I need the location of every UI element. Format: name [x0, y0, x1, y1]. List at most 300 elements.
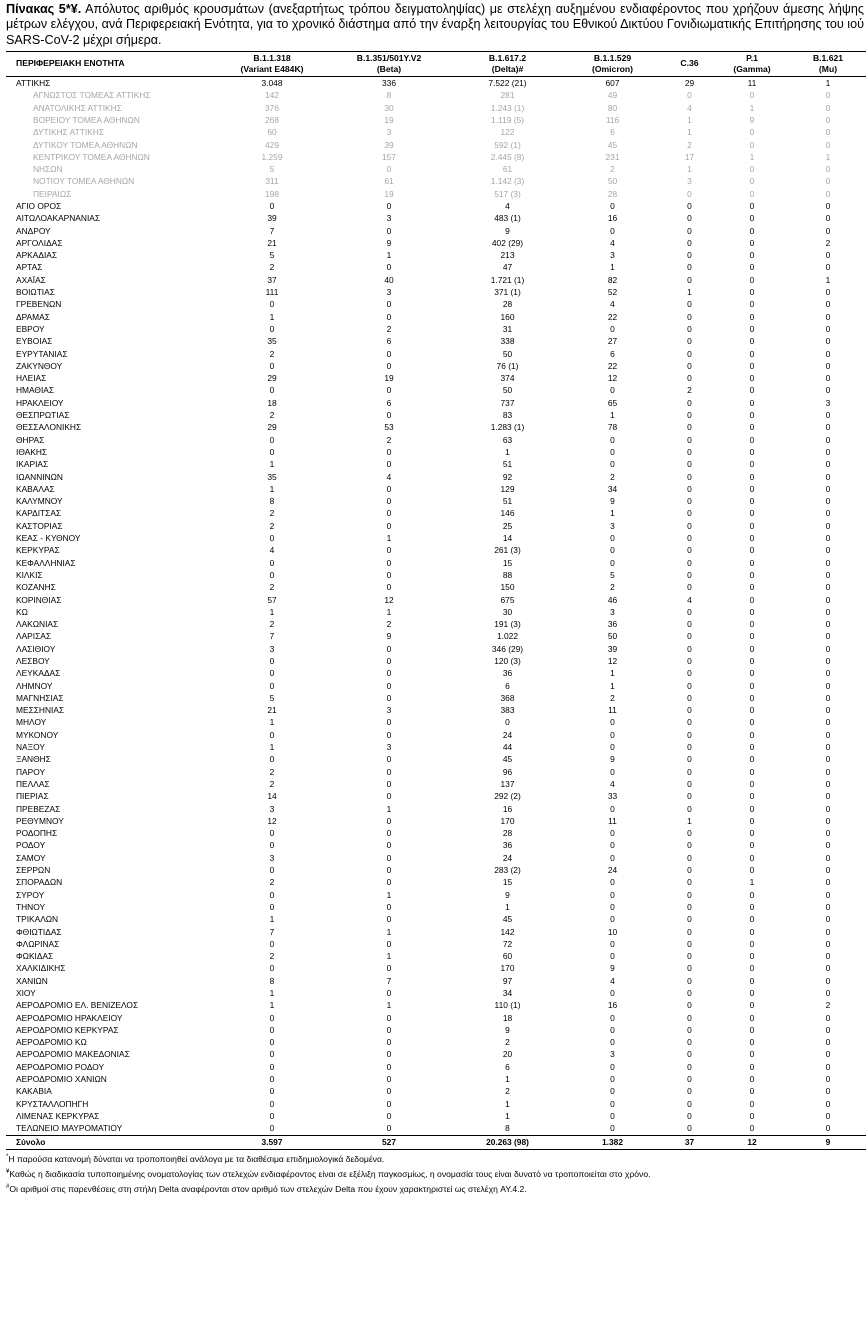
table-row — [6, 1048, 866, 1060]
value-cell: 0 — [386, 643, 392, 654]
value-cell: 0 — [687, 1110, 692, 1121]
value-cell: 0 — [610, 1086, 615, 1097]
value-cell: 0 — [269, 754, 275, 765]
value-cell: 6 — [386, 397, 392, 408]
value-cell: 0 — [687, 471, 692, 482]
value-cell: 5 — [269, 692, 275, 703]
value-cell: 1 — [386, 926, 392, 937]
value-cell: 0 — [749, 139, 755, 150]
value-cell: 1 — [687, 815, 692, 826]
region-name-cell: ΧΑΝΙΩΝ — [16, 975, 48, 986]
value-cell: 33 — [607, 791, 618, 802]
region-name-cell: ΚΟΖΑΝΗΣ — [16, 582, 56, 593]
value-cell: 0 — [610, 201, 615, 211]
region-name-cell: ΔΥΤΙΚΟΥ ΤΟΜΕΑ ΑΘΗΝΩΝ — [33, 139, 138, 150]
value-cell: 0 — [386, 852, 392, 863]
value-cell: 0 — [687, 889, 692, 900]
value-cell: 0 — [749, 1074, 755, 1085]
region-name-cell: ΑΡΤΑΣ — [16, 262, 43, 273]
value-cell: 737 — [500, 397, 515, 408]
region-name-cell: ΔΥΤΙΚΗΣ ΑΤΤΙΚΗΣ — [33, 127, 105, 138]
value-cell: 21 — [267, 237, 277, 248]
value-cell: 0 — [749, 815, 755, 826]
value-cell: 0 — [610, 828, 615, 839]
value-cell: 111 — [265, 287, 279, 298]
column-header-line2: (Variant E484K) — [240, 63, 304, 74]
table-row — [6, 77, 866, 90]
value-cell: 1 — [269, 742, 275, 753]
value-cell: 0 — [825, 828, 831, 839]
value-cell: 44 — [502, 742, 513, 753]
value-cell: 0 — [386, 262, 392, 273]
value-cell: 383 — [500, 705, 515, 716]
value-cell: 0 — [687, 225, 692, 236]
value-cell: 0 — [749, 201, 755, 211]
value-cell: 9 — [505, 889, 510, 900]
value-cell: 0 — [687, 606, 692, 617]
table-row — [6, 360, 866, 372]
value-cell: 0 — [749, 742, 755, 753]
value-cell: 0 — [269, 668, 275, 679]
value-cell: 0 — [386, 717, 392, 728]
value-cell: 0 — [749, 926, 755, 937]
value-cell: 0 — [825, 422, 831, 433]
value-cell: 1 — [610, 262, 615, 273]
value-cell: 116 — [605, 114, 620, 125]
value-cell: 0 — [386, 1098, 392, 1109]
value-cell: 0 — [687, 877, 692, 888]
value-cell: 0 — [610, 1074, 615, 1085]
value-cell: 0 — [687, 938, 692, 949]
value-cell: 0 — [269, 1024, 275, 1035]
footnote — [6, 1181, 866, 1196]
value-cell: 0 — [687, 643, 692, 654]
value-cell: 0 — [386, 901, 392, 912]
value-cell: 0 — [687, 360, 692, 371]
value-cell: 311 — [265, 176, 279, 187]
value-cell: 0 — [749, 717, 755, 728]
value-cell: 0 — [749, 951, 755, 962]
value-cell: 0 — [687, 446, 692, 457]
region-name-cell: ΒΟΡΕΙΟΥ ΤΟΜΕΑ ΑΘΗΝΩΝ — [33, 114, 140, 125]
value-cell: 213 — [500, 250, 515, 261]
total-label-cell: Σύνολο — [6, 1135, 221, 1149]
value-cell: 0 — [825, 176, 831, 187]
table-row — [6, 950, 866, 962]
value-cell: 0 — [825, 631, 831, 642]
value-cell: 25 — [502, 520, 513, 531]
value-cell: 0 — [825, 311, 831, 322]
value-cell: 22 — [607, 360, 618, 371]
value-cell: 0 — [825, 742, 831, 753]
value-cell: 0 — [269, 1049, 275, 1060]
value-cell: 0 — [825, 1123, 831, 1134]
value-cell: 19 — [384, 188, 394, 199]
value-cell: 0 — [687, 840, 692, 851]
value-cell: 46 — [607, 594, 618, 605]
value-cell: 0 — [825, 533, 831, 544]
value-cell: 1 — [749, 102, 755, 113]
value-cell: 6 — [610, 348, 615, 359]
value-cell: 0 — [386, 655, 392, 666]
value-cell: 1 — [269, 483, 275, 494]
value-cell: 0 — [825, 471, 831, 482]
value-cell: 0 — [825, 1037, 831, 1048]
value-cell: 0 — [749, 619, 755, 630]
value-cell: 83 — [502, 410, 513, 421]
region-name-cell: ΑΤΤΙΚΗΣ — [16, 78, 51, 89]
value-cell: 0 — [749, 496, 755, 507]
value-cell: 36 — [502, 668, 513, 679]
value-cell: 2 — [269, 619, 275, 630]
table-row — [6, 778, 866, 790]
region-name-cell: ΡΕΘΥΜΝΟΥ — [16, 815, 64, 826]
value-cell: 0 — [505, 717, 510, 728]
value-cell: 0 — [749, 680, 755, 691]
value-cell: 675 — [500, 594, 515, 605]
value-cell: 1 — [386, 533, 392, 544]
table-row — [6, 520, 866, 532]
value-cell: 0 — [749, 754, 755, 765]
region-name-cell: ΝΑΞΟΥ — [16, 742, 45, 753]
region-name-cell: ΛΕΣΒΟΥ — [16, 655, 50, 666]
value-cell: 0 — [825, 569, 831, 580]
value-cell: 2 — [505, 1037, 510, 1048]
value-cell: 0 — [749, 791, 755, 802]
value-cell: 0 — [749, 410, 755, 421]
value-cell: 0 — [386, 508, 392, 519]
region-name-cell: ΑΕΡΟΔΡΟΜΙΟ ΚΕΡΚΥΡΑΣ — [16, 1024, 119, 1035]
value-cell: 0 — [825, 717, 831, 728]
value-cell: 0 — [825, 250, 831, 261]
footnote-text: Καθώς η διαδικασία τυποποιημένης ονοματολογίας των στελεχών ενδιαφέροντος είναι σε εξέλιξη παγκοσμίως, η ονομασία τους είναι δυνατό να τροποποιείται στο χρόνο. — [9, 1168, 651, 1179]
value-cell: 0 — [610, 1024, 615, 1035]
value-cell: 82 — [607, 274, 618, 285]
value-cell: 0 — [386, 582, 392, 593]
value-cell: 78 — [607, 422, 618, 433]
value-cell: 0 — [610, 951, 615, 962]
table-row — [6, 335, 866, 347]
value-cell: 0 — [687, 520, 692, 531]
value-cell: 0 — [386, 348, 392, 359]
value-cell: 1.142 (3) — [490, 176, 525, 187]
region-name-cell: ΠΡΕΒΕΖΑΣ — [16, 803, 61, 814]
table-row — [6, 901, 866, 913]
value-cell: 0 — [386, 938, 392, 949]
value-cell: 0 — [687, 742, 692, 753]
value-cell: 0 — [610, 459, 615, 470]
region-name-cell: ΚΕΝΤΡΙΚΟΥ ΤΟΜΕΑ ΑΘΗΝΩΝ — [33, 151, 150, 162]
value-cell: 0 — [825, 791, 831, 802]
table-row — [6, 926, 866, 938]
footnotes — [6, 1151, 866, 1196]
value-cell: 2 — [269, 951, 275, 962]
region-name-cell: ΑΝΔΡΟΥ — [16, 225, 51, 236]
value-cell: 36 — [502, 840, 513, 851]
region-name-cell: ΚΑΣΤΟΡΙΑΣ — [16, 520, 63, 531]
value-cell: 7 — [269, 631, 275, 642]
value-cell: 18 — [267, 397, 277, 408]
table-row — [6, 212, 866, 224]
value-cell: 0 — [825, 643, 831, 654]
region-name-cell: ΚΩ — [16, 606, 28, 617]
value-cell: 402 (29) — [491, 237, 524, 248]
value-cell: 3 — [269, 852, 275, 863]
value-cell: 0 — [749, 828, 755, 839]
value-cell: 0 — [825, 557, 831, 568]
value-cell: 24 — [607, 865, 618, 876]
region-name-cell: ΚΑΛΥΜΝΟΥ — [16, 496, 63, 507]
value-cell: 0 — [825, 348, 831, 359]
value-cell: 0 — [269, 655, 275, 666]
value-cell: 0 — [687, 692, 692, 703]
value-cell: 0 — [386, 778, 392, 789]
column-header — [790, 52, 866, 77]
value-cell: 483 (1) — [494, 213, 521, 224]
footnote-mark: # — [6, 1183, 10, 1190]
table-row — [6, 581, 866, 593]
value-cell: 0 — [269, 729, 275, 740]
footnote-text: Οι αριθμοί στις παρενθέσεις στη στήλη Delta αναφέρονται στον αριθμό των στελεχών Delta που έχουν χαρακτηριστεί ως στελέχη AY.4.2. — [9, 1183, 527, 1194]
value-cell: 0 — [687, 1012, 692, 1023]
value-cell: 0 — [687, 274, 692, 285]
value-cell: 0 — [825, 1074, 831, 1085]
region-name-cell: ΚΑΒΑΛΑΣ — [16, 483, 55, 494]
value-cell: 0 — [386, 545, 392, 556]
region-name-cell: ΙΚΑΡΙΑΣ — [16, 459, 49, 470]
value-cell: 0 — [825, 926, 831, 937]
value-cell: 0 — [610, 852, 615, 863]
value-cell: 0 — [825, 127, 831, 138]
value-cell: 1 — [505, 446, 510, 457]
value-cell: 0 — [749, 237, 755, 248]
value-cell: 0 — [749, 643, 755, 654]
value-cell: 0 — [610, 385, 615, 396]
value-cell: 2 — [269, 582, 275, 593]
value-cell: 0 — [749, 397, 755, 408]
value-cell: 0 — [386, 311, 392, 322]
value-cell: 1 — [269, 606, 275, 617]
value-cell: 8 — [386, 90, 392, 101]
value-cell: 0 — [687, 397, 692, 408]
value-cell: 1.119 (5) — [491, 114, 524, 125]
value-cell: 12 — [384, 594, 394, 605]
region-name-cell: ΗΛΕΙΑΣ — [16, 373, 47, 384]
value-cell: 0 — [687, 348, 692, 359]
value-cell: 96 — [502, 766, 513, 777]
table-caption-text: Απόλυτος αριθμός κρουσμάτων (ανεξαρτήτως τρόπου δειγματοληψίας) με στελέχη αυξημένου ενδιαφέροντος που χρήζουν άμεσης λήψης μέτρων ελέγχου, ανά Περιφερειακή Ενότητα, για το χρονικό διάστημα από την έναρξη λειτουργίας του Εθνικού Δικτύου Γονιδιωματικής Επιτήρησης του ιού SARS-CoV-2 μέχρι σήμερα. — [6, 2, 864, 47]
value-cell: 0 — [687, 631, 692, 642]
value-cell: 0 — [749, 1024, 755, 1035]
value-cell: 607 — [605, 78, 620, 89]
value-cell: 0 — [825, 889, 831, 900]
value-cell: 0 — [749, 1061, 755, 1072]
value-cell: 0 — [825, 446, 831, 457]
value-cell: 1 — [269, 914, 275, 925]
value-cell: 0 — [687, 1000, 692, 1011]
value-cell: 0 — [687, 705, 692, 716]
value-cell: 0 — [749, 1086, 755, 1097]
value-cell: 61 — [502, 164, 513, 175]
value-cell: 0 — [610, 889, 615, 900]
value-cell: 0 — [687, 545, 692, 556]
region-name-cell: ΒΟΙΩΤΙΑΣ — [16, 287, 55, 298]
value-cell: 63 — [502, 434, 513, 445]
table-caption — [6, 2, 866, 48]
value-cell: 1.721 (1) — [490, 274, 525, 285]
value-cell: 0 — [825, 1049, 831, 1060]
total-value-cell: 37 — [665, 1135, 714, 1149]
region-name-cell: ΚΙΛΚΙΣ — [16, 569, 43, 580]
value-cell: 1 — [269, 459, 275, 470]
value-cell: 0 — [825, 1098, 831, 1109]
value-cell: 3 — [825, 397, 831, 408]
total-value-cell: 1.382 — [560, 1135, 665, 1149]
value-cell: 5 — [610, 569, 615, 580]
value-cell: 0 — [825, 582, 831, 593]
value-cell: 3 — [610, 606, 615, 617]
value-cell: 2.445 (8) — [490, 151, 525, 162]
value-cell: 1 — [825, 78, 831, 89]
value-cell: 0 — [749, 1110, 755, 1121]
column-header-line1: B.1.351/501Y.V2 — [356, 53, 422, 64]
region-name-cell: ΜΕΣΣΗΝΙΑΣ — [16, 705, 65, 716]
value-cell: 0 — [269, 201, 275, 211]
value-cell: 3 — [386, 705, 392, 716]
value-cell: 0 — [269, 434, 275, 445]
value-cell: 0 — [687, 459, 692, 470]
value-cell: 0 — [687, 680, 692, 691]
value-cell: 429 — [265, 139, 279, 150]
value-cell: 0 — [269, 1098, 275, 1109]
value-cell: 29 — [684, 78, 695, 89]
value-cell: 6 — [505, 680, 510, 691]
value-cell: 0 — [610, 1061, 615, 1072]
value-cell: 0 — [749, 766, 755, 777]
total-value-cell: 12 — [714, 1135, 790, 1149]
value-cell: 0 — [749, 914, 755, 925]
value-cell: 61 — [384, 176, 394, 187]
value-cell: 39 — [267, 213, 277, 224]
value-cell: 0 — [386, 360, 392, 371]
value-cell: 1.259 — [261, 151, 283, 162]
table-row — [6, 876, 866, 888]
region-name-cell: ΚΟΡΙΝΘΙΑΣ — [16, 594, 62, 605]
value-cell: 0 — [749, 508, 755, 519]
region-name-cell: ΙΩΑΝΝΙΝΩΝ — [16, 471, 63, 482]
region-name-cell: ΠΙΕΡΙΑΣ — [16, 791, 49, 802]
value-cell: 0 — [610, 1012, 615, 1023]
value-cell: 346 (29) — [491, 643, 524, 654]
region-name-cell: ΚΕΡΚΥΡΑΣ — [16, 545, 60, 556]
table-row — [6, 298, 866, 310]
document-page — [6, 2, 866, 1196]
value-cell: 0 — [386, 1110, 392, 1121]
value-cell: 1 — [386, 803, 392, 814]
value-cell: 16 — [607, 1000, 618, 1011]
value-cell: 0 — [749, 274, 755, 285]
region-name-cell: ΑΓΙΟ ΟΡΟΣ — [16, 201, 62, 211]
value-cell: 19 — [384, 373, 394, 384]
table-subrow — [6, 126, 866, 138]
value-cell: 0 — [749, 1000, 755, 1011]
region-name-cell: ΑΙΤΩΛΟΑΚΑΡΝΑΝΙΑΣ — [16, 213, 101, 224]
value-cell: 122 — [500, 127, 515, 138]
value-cell: 19 — [384, 114, 394, 125]
value-cell: 0 — [386, 840, 392, 851]
value-cell: 0 — [687, 803, 692, 814]
value-cell: 0 — [687, 754, 692, 765]
table-row — [6, 483, 866, 495]
value-cell: 0 — [386, 791, 392, 802]
value-cell: 0 — [610, 901, 615, 912]
value-cell: 0 — [749, 213, 755, 224]
table-row — [6, 594, 866, 606]
header-row — [6, 52, 866, 77]
value-cell: 0 — [610, 729, 615, 740]
value-cell: 14 — [502, 533, 513, 544]
table-subrow — [6, 89, 866, 101]
table-row — [6, 1110, 866, 1122]
table-row — [6, 889, 866, 901]
value-cell: 0 — [749, 901, 755, 912]
value-cell: 0 — [687, 533, 692, 544]
value-cell: 6 — [505, 1061, 510, 1072]
value-cell: 51 — [502, 459, 513, 470]
table-row — [6, 753, 866, 765]
value-cell: 0 — [749, 705, 755, 716]
value-cell: 0 — [825, 938, 831, 949]
table-row — [6, 471, 866, 483]
column-header-line2: (Mu) — [818, 63, 838, 74]
value-cell: 1 — [386, 250, 392, 261]
value-cell: 2 — [269, 410, 275, 421]
value-cell: 231 — [605, 151, 620, 162]
region-name-cell: ΤΡΙΚΑΛΩΝ — [16, 914, 59, 925]
value-cell: 1 — [749, 151, 755, 162]
value-cell: 2 — [269, 348, 275, 359]
value-cell: 9 — [749, 114, 755, 125]
table-row — [6, 1012, 866, 1024]
value-cell: 3 — [610, 250, 615, 261]
column-header — [6, 52, 221, 77]
value-cell: 0 — [825, 951, 831, 962]
value-cell: 0 — [825, 508, 831, 519]
value-cell: 3 — [687, 176, 692, 187]
region-name-cell: ΑΕΡΟΔΡΟΜΙΟ ΗΡΑΚΛΕΙΟΥ — [16, 1012, 123, 1023]
value-cell: 0 — [610, 1110, 615, 1121]
region-name-cell: ΡΟΔΟΠΗΣ — [16, 828, 58, 839]
region-name-cell: ΦΘΙΩΤΙΔΑΣ — [16, 926, 62, 937]
value-cell: 0 — [749, 90, 755, 101]
region-name-cell: ΗΜΑΘΙΑΣ — [16, 385, 55, 396]
table-row — [6, 225, 866, 237]
value-cell: 0 — [749, 545, 755, 556]
value-cell: 3 — [386, 287, 392, 298]
value-cell: 29 — [267, 373, 277, 384]
table-row — [6, 1085, 866, 1097]
region-name-cell: ΞΑΝΘΗΣ — [16, 754, 51, 765]
value-cell: 0 — [386, 201, 392, 211]
table-row — [6, 237, 866, 249]
value-cell: 2 — [610, 471, 615, 482]
table-row — [6, 1024, 866, 1036]
value-cell: 1 — [610, 668, 615, 679]
value-cell: 129 — [500, 483, 515, 494]
value-cell: 97 — [502, 975, 513, 986]
value-cell: 0 — [687, 717, 692, 728]
table-subrow — [6, 102, 866, 114]
